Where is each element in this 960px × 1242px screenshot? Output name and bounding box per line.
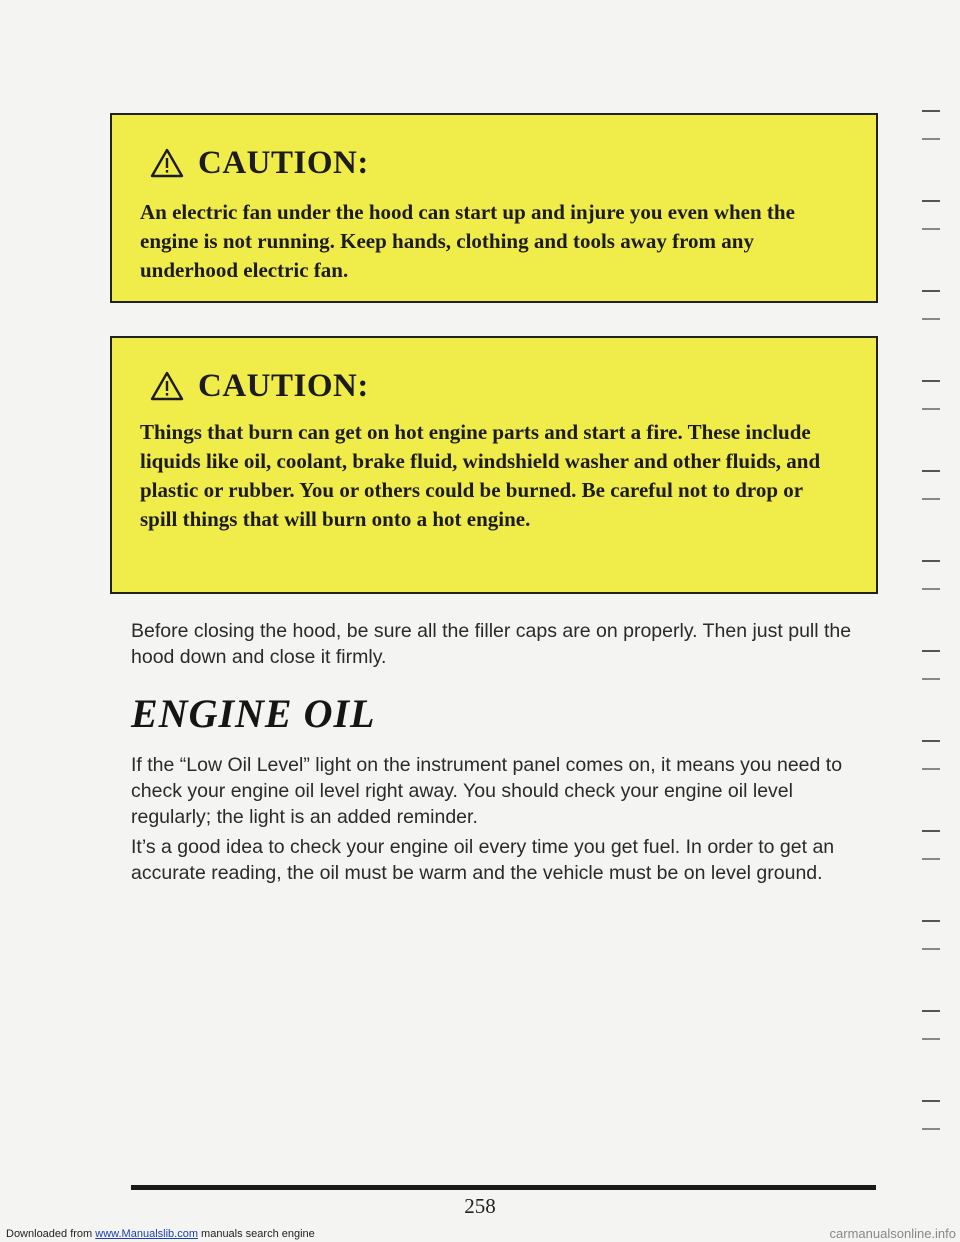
download-footer xyxy=(6,1228,315,1240)
manualslib-link[interactable]: www.Manualslib.com xyxy=(95,1228,198,1240)
caution-box-fan xyxy=(110,113,878,303)
edge-tab xyxy=(918,1100,944,1154)
edge-tab xyxy=(918,920,944,974)
caution-text: An electric fan under the hood can start up and injure you even when the engine is not running. Keep hands, clothing and tools away from any underhood electric fan. xyxy=(140,200,795,282)
edge-tab xyxy=(918,830,944,884)
caution-heading xyxy=(150,143,369,183)
page-edge-tabs xyxy=(918,110,948,1190)
edge-tab xyxy=(918,470,944,524)
paragraph-good-idea: It’s a good idea to check your engine oil every time you get fuel. In order to get an accurate reading, the oil must be warm and the vehicle must be on level ground. xyxy=(131,836,835,884)
edge-tab xyxy=(918,740,944,794)
paragraph-low-oil: If the “Low Oil Level” light on the instrument panel comes on, it means you need to check your engine oil level right away. You should check your engine oil level regularly; the light is an added reminder. xyxy=(131,754,843,828)
edge-tab xyxy=(918,110,944,164)
footer-rule xyxy=(131,1185,876,1190)
edge-tab xyxy=(918,650,944,704)
edge-tab xyxy=(918,380,944,434)
paragraph-before-closing: Before closing the hood, be sure all the filler caps are on properly. Then just pull the hood down and close it firmly. xyxy=(131,620,852,668)
warning-triangle-icon xyxy=(150,371,184,401)
caution-label: CAUTION: xyxy=(198,367,369,404)
caution-heading xyxy=(150,366,369,406)
section-title: ENGINE OIL xyxy=(131,691,376,736)
caution-box-fire xyxy=(110,336,878,594)
watermark: carmanualsonline.info xyxy=(829,1226,956,1241)
footer-prefix: Downloaded from xyxy=(6,1228,96,1240)
edge-tab xyxy=(918,200,944,254)
edge-tab xyxy=(918,1010,944,1064)
page-number: 258 xyxy=(464,1194,496,1218)
edge-tab xyxy=(918,290,944,344)
warning-triangle-icon xyxy=(150,148,184,178)
caution-label: CAUTION: xyxy=(198,144,369,181)
caution-text: Things that burn can get on hot engine parts and start a fire. These include liquids like oil, coolant, brake fluid, windshield washer and other fluids, and plastic or rubber. You or others could be burned. Be careful not to drop or spill things that will burn onto a hot engine. xyxy=(140,420,821,531)
footer-suffix: manuals search engine xyxy=(197,1228,315,1240)
edge-tab xyxy=(918,560,944,614)
